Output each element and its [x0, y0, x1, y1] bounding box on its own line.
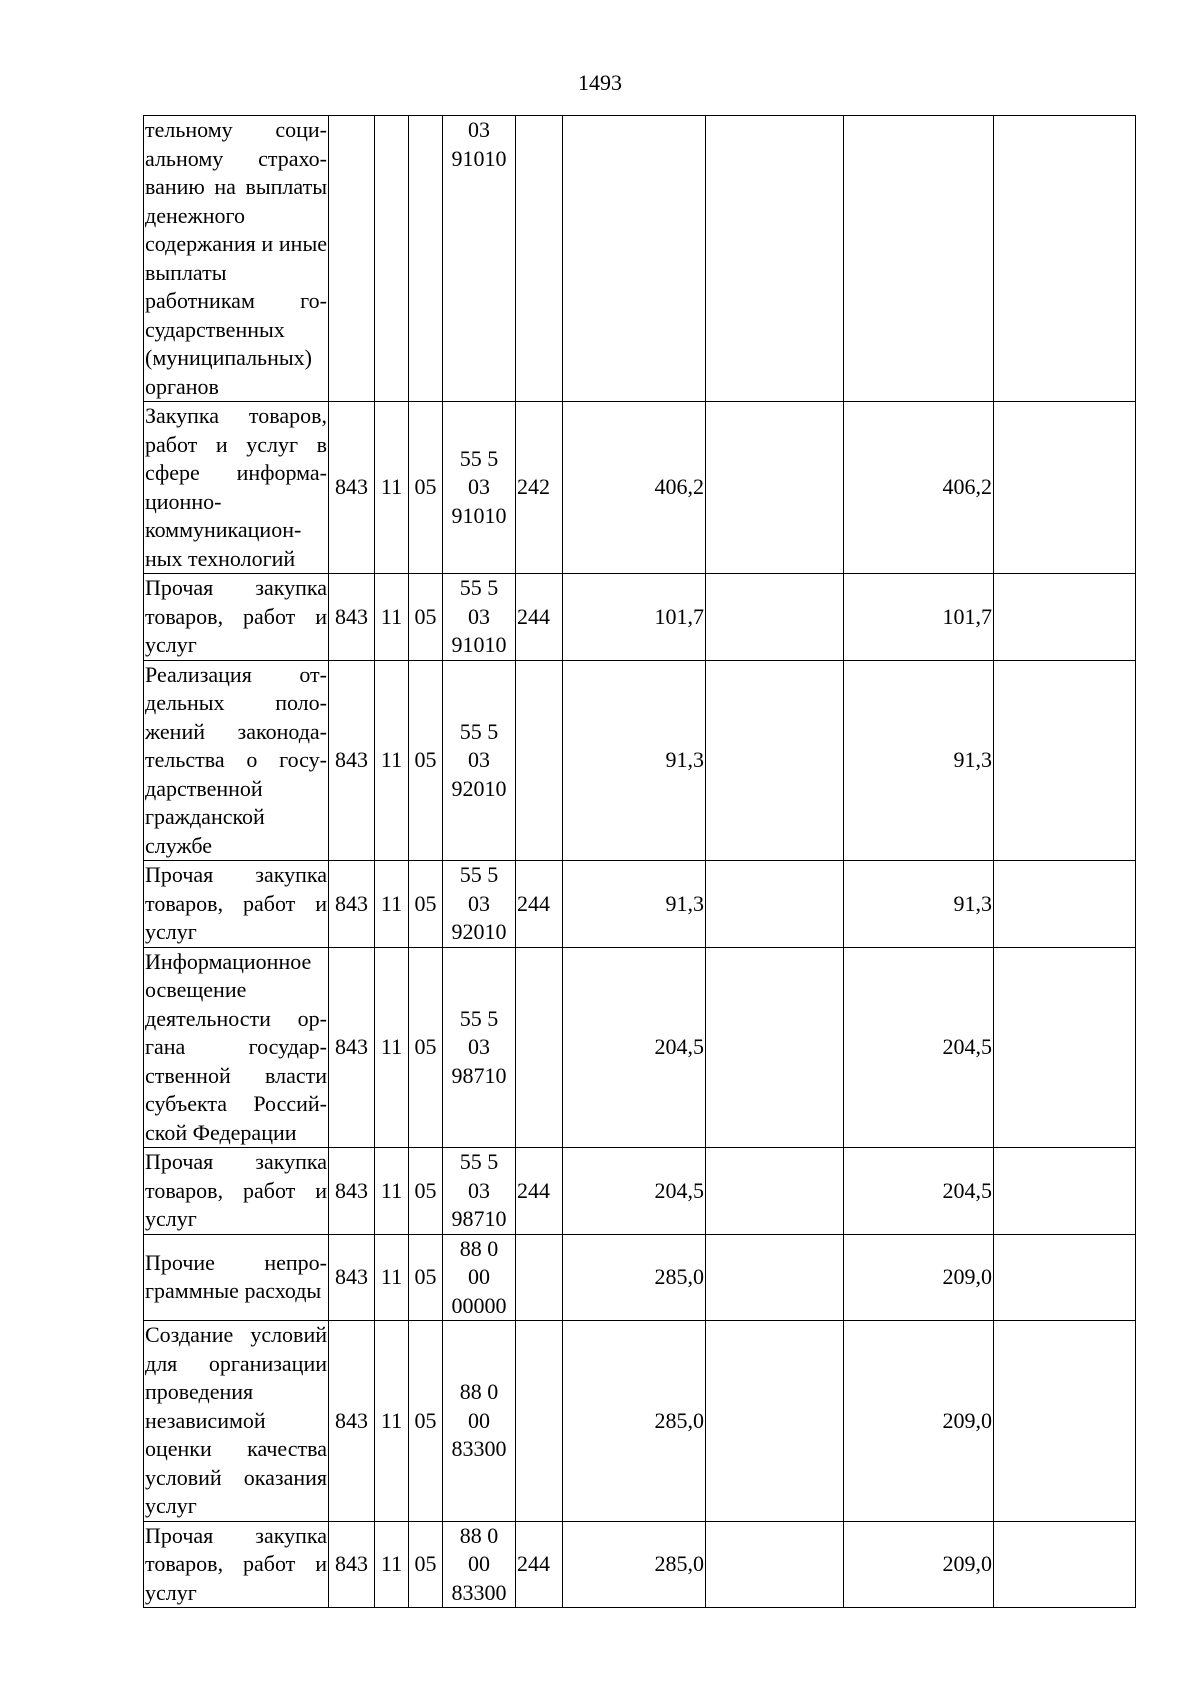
grbs-code-cell: 843: [329, 1521, 375, 1608]
section-code-cell: [375, 116, 409, 402]
amount-column-3-cell: 209,0: [844, 1521, 994, 1608]
amount-column-3-cell: 204,5: [844, 947, 994, 1148]
grbs-code-cell: 843: [329, 1148, 375, 1235]
amount-column-3-cell: 406,2: [844, 402, 994, 574]
expense-type-code-cell: [516, 1321, 563, 1522]
expense-name-cell: Прочие непрограммные расходы: [144, 1234, 329, 1321]
section-code-cell: 11: [375, 1234, 409, 1321]
target-article-code-cell: 03 91010: [443, 116, 516, 402]
amount-column-4-cell: [994, 660, 1136, 861]
amount-column-2-cell: [706, 660, 844, 861]
subsection-code-cell: 05: [409, 947, 443, 1148]
table-row: [144, 1321, 1136, 1522]
expense-type-code-cell: [516, 947, 563, 1148]
section-code-cell: 11: [375, 402, 409, 574]
expense-type-code-cell: [516, 116, 563, 402]
subsection-code-cell: 05: [409, 861, 443, 948]
amount-column-4-cell: [994, 1234, 1136, 1321]
table-body: [144, 116, 1136, 1608]
expense-type-code-cell: 242: [516, 402, 563, 574]
target-article-code-cell: 88 0 00 83300: [443, 1321, 516, 1522]
amount-total-cell: 285,0: [563, 1321, 706, 1522]
amount-column-3-cell: 209,0: [844, 1321, 994, 1522]
amount-total-cell: 91,3: [563, 861, 706, 948]
expense-name-cell: Реализация отдельных положений законодательства о государственной гражданской службе: [144, 660, 329, 861]
amount-column-2-cell: [706, 116, 844, 402]
target-article-code-cell: 88 0 00 83300: [443, 1521, 516, 1608]
grbs-code-cell: [329, 116, 375, 402]
page-number: 1493: [578, 70, 622, 95]
table-row: [144, 574, 1136, 661]
amount-total-cell: 285,0: [563, 1521, 706, 1608]
budget-table: [143, 115, 1136, 1608]
expense-name-cell: Создание условий для организации проведения независимой оценки качества условий оказания услуг: [144, 1321, 329, 1522]
amount-column-2-cell: [706, 1321, 844, 1522]
section-code-cell: 11: [375, 574, 409, 661]
amount-column-3-cell: [844, 116, 994, 402]
amount-column-2-cell: [706, 402, 844, 574]
subsection-code-cell: 05: [409, 1521, 443, 1608]
amount-column-3-cell: 209,0: [844, 1234, 994, 1321]
amount-column-4-cell: [994, 402, 1136, 574]
table-row: [144, 1148, 1136, 1235]
subsection-code-cell: 05: [409, 1321, 443, 1522]
amount-column-3-cell: 204,5: [844, 1148, 994, 1235]
amount-column-2-cell: [706, 1521, 844, 1608]
amount-column-4-cell: [994, 1521, 1136, 1608]
expense-name-cell: Прочая закупка товаров, работ и услуг: [144, 574, 329, 661]
amount-column-3-cell: 101,7: [844, 574, 994, 661]
amount-total-cell: [563, 116, 706, 402]
section-code-cell: 11: [375, 1321, 409, 1522]
expense-name-cell: Прочая закупка товаров, работ и услуг: [144, 1148, 329, 1235]
table-row: [144, 1521, 1136, 1608]
expense-name-cell: Информационное освещение деятельности органа государственной власти субъекта Российской Федерации: [144, 947, 329, 1148]
expense-type-code-cell: 244: [516, 574, 563, 661]
target-article-code-cell: 55 5 03 92010: [443, 660, 516, 861]
table-row: [144, 947, 1136, 1148]
subsection-code-cell: 05: [409, 574, 443, 661]
amount-column-2-cell: [706, 947, 844, 1148]
amount-column-4-cell: [994, 947, 1136, 1148]
target-article-code-cell: 55 5 03 98710: [443, 947, 516, 1148]
grbs-code-cell: 843: [329, 660, 375, 861]
subsection-code-cell: 05: [409, 1234, 443, 1321]
amount-column-2-cell: [706, 1234, 844, 1321]
section-code-cell: 11: [375, 1521, 409, 1608]
grbs-code-cell: 843: [329, 1321, 375, 1522]
expense-type-code-cell: 244: [516, 1148, 563, 1235]
amount-column-4-cell: [994, 574, 1136, 661]
grbs-code-cell: 843: [329, 947, 375, 1148]
amount-column-4-cell: [994, 116, 1136, 402]
grbs-code-cell: 843: [329, 1234, 375, 1321]
table-row: [144, 116, 1136, 402]
amount-column-2-cell: [706, 574, 844, 661]
subsection-code-cell: 05: [409, 1148, 443, 1235]
grbs-code-cell: 843: [329, 861, 375, 948]
table-row: [144, 861, 1136, 948]
amount-column-2-cell: [706, 1148, 844, 1235]
amount-total-cell: 406,2: [563, 402, 706, 574]
section-code-cell: 11: [375, 947, 409, 1148]
table-row: [144, 660, 1136, 861]
amount-total-cell: 101,7: [563, 574, 706, 661]
amount-total-cell: 285,0: [563, 1234, 706, 1321]
expense-type-code-cell: 244: [516, 861, 563, 948]
section-code-cell: 11: [375, 660, 409, 861]
section-code-cell: 11: [375, 1148, 409, 1235]
target-article-code-cell: 55 5 03 92010: [443, 861, 516, 948]
subsection-code-cell: [409, 116, 443, 402]
expense-name-cell: тельному социальному страхованию на выплаты денежного содержания и иные выплаты работникам государственных (муниципальных) органов: [144, 116, 329, 402]
expense-name-cell: Закупка товаров, работ и услуг в сфере информационно-коммуникационных технологий: [144, 402, 329, 574]
amount-total-cell: 204,5: [563, 947, 706, 1148]
target-article-code-cell: 55 5 03 91010: [443, 402, 516, 574]
target-article-code-cell: 55 5 03 91010: [443, 574, 516, 661]
table-row: [144, 402, 1136, 574]
target-article-code-cell: 88 0 00 00000: [443, 1234, 516, 1321]
amount-column-2-cell: [706, 861, 844, 948]
section-code-cell: 11: [375, 861, 409, 948]
grbs-code-cell: 843: [329, 574, 375, 661]
expense-type-code-cell: 244: [516, 1521, 563, 1608]
expense-type-code-cell: [516, 660, 563, 861]
amount-column-4-cell: [994, 1148, 1136, 1235]
expense-name-cell: Прочая закупка товаров, работ и услуг: [144, 1521, 329, 1608]
amount-column-3-cell: 91,3: [844, 861, 994, 948]
subsection-code-cell: 05: [409, 660, 443, 861]
expense-type-code-cell: [516, 1234, 563, 1321]
table-row: [144, 1234, 1136, 1321]
subsection-code-cell: 05: [409, 402, 443, 574]
target-article-code-cell: 55 5 03 98710: [443, 1148, 516, 1235]
amount-column-4-cell: [994, 861, 1136, 948]
grbs-code-cell: 843: [329, 402, 375, 574]
amount-total-cell: 204,5: [563, 1148, 706, 1235]
amount-total-cell: 91,3: [563, 660, 706, 861]
amount-column-3-cell: 91,3: [844, 660, 994, 861]
expense-name-cell: Прочая закупка товаров, работ и услуг: [144, 861, 329, 948]
amount-column-4-cell: [994, 1321, 1136, 1522]
